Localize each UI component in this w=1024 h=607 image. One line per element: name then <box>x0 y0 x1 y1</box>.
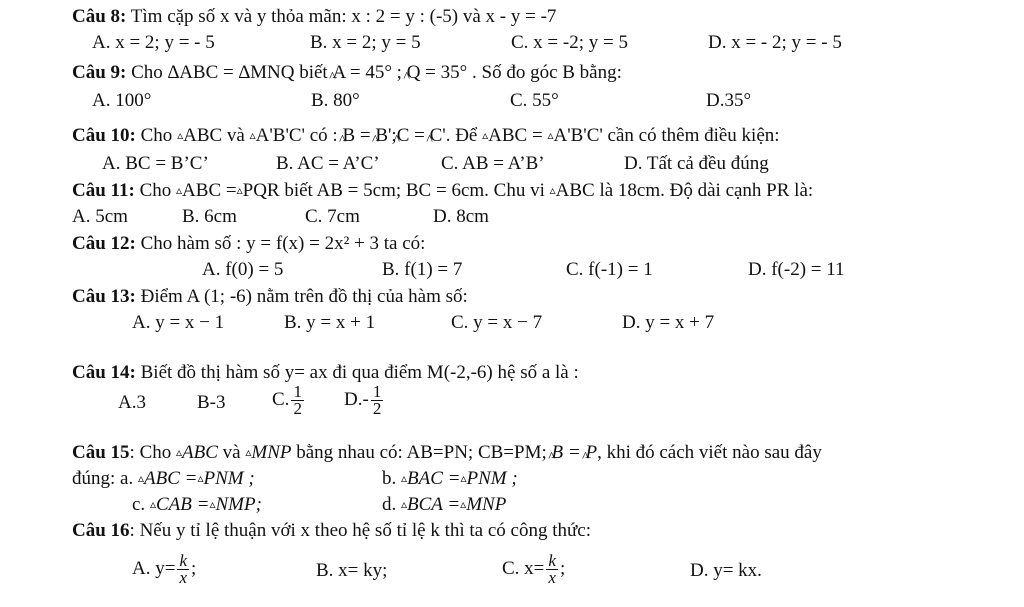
question-15: Câu 15: Cho ▵ABC và ▵MNP bằng nhau có: AB=PN; CB=PM; B = P, khi đó cách viết nào sau đây <box>72 442 822 463</box>
triangle-symbol: ∆ <box>238 62 251 83</box>
q10-option-c: C. AB = A’B’ <box>441 153 545 174</box>
question-8: Câu 8: Tìm cặp số x và y thỏa mãn: x : 2 = y : (-5) và x - y = -7 <box>72 6 557 27</box>
triangle-symbol: ▵ <box>197 471 204 485</box>
q16-option-d: D. y= kx. <box>690 560 762 581</box>
fraction: $\frac{1}{2}$ <box>372 382 382 418</box>
q11-option-a: A. 5cm <box>72 206 128 227</box>
triangle-symbol: ▵ <box>547 128 554 142</box>
fraction: $\frac{k}{x}$ <box>179 551 187 587</box>
q8-option-a: A. x = 2; y = - 5 <box>92 32 215 53</box>
q11-option-c: C. 7cm <box>305 206 360 227</box>
q12-option-d: D. f(-2) = 11 <box>748 259 845 280</box>
q12-option-b: B. f(1) = 7 <box>382 259 463 280</box>
q10-option-b: B. AC = A’C’ <box>276 153 380 174</box>
q9-option-c: C. 55° <box>510 90 559 111</box>
triangle-symbol: ▵ <box>460 497 467 511</box>
q14-option-a: A.3 <box>118 392 146 413</box>
q13-option-c: C. y = x − 7 <box>451 312 543 333</box>
q10-option-a: A. BC = B’C’ <box>102 153 209 174</box>
triangle-symbol: ▵ <box>549 183 556 197</box>
triangle-symbol: ▵ <box>401 497 408 511</box>
fraction: $\frac{k}{x}$ <box>548 551 556 587</box>
fraction: $\frac{1}{2}$ <box>293 382 302 418</box>
triangle-symbol: ▵ <box>177 128 184 142</box>
question-10: Câu 10: Cho ▵ABC và ▵A'B'C' có : B = B';C = C'. Để ▵ABC = ▵A'B'C' cần có thêm điều kiện: <box>72 125 780 146</box>
question-14: Câu 14: Biết đồ thị hàm số y= ax đi qua điểm M(-2,-6) hệ số a là : <box>72 362 579 383</box>
q11-option-b: B. 6cm <box>182 206 237 227</box>
question-16: Câu 16: Nếu y tỉ lệ thuận với x theo hệ số tỉ lệ k thì ta có công thức: <box>72 520 592 541</box>
q8-option-b: B. x = 2; y = 5 <box>310 32 421 53</box>
triangle-symbol: ∆ <box>167 62 180 83</box>
q14-option-b: B-3 <box>197 392 226 413</box>
question-11: Câu 11: Cho ▵ABC =▵PQR biết AB = 5cm; BC = 6cm. Chu vi ▵ABC là 18cm. Độ dài cạnh PR là: <box>72 180 814 201</box>
triangle-symbol: ▵ <box>236 183 243 197</box>
q14-option-c: C. $\frac{1}{2}$ <box>272 382 302 418</box>
q8-option-c: C. x = -2; y = 5 <box>511 32 628 53</box>
q9-option-a: A. 100° <box>92 90 152 111</box>
q8-option-d: D. x = - 2; y = - 5 <box>708 32 842 53</box>
q11-option-d: D. 8cm <box>433 206 489 227</box>
triangle-symbol: ▵ <box>401 471 408 485</box>
q16-option-b: B. x= ky; <box>316 560 388 581</box>
q12-option-c: C. f(-1) = 1 <box>566 259 653 280</box>
q16-option-a: A. y= $\frac{k}{x}$ ; <box>132 551 197 587</box>
triangle-symbol: ▵ <box>149 497 156 511</box>
triangle-symbol: ▵ <box>249 128 256 142</box>
triangle-symbol: ▵ <box>209 497 216 511</box>
q15-option-c: c. ▵CAB =▵NMP; <box>132 494 262 515</box>
q16-option-c: C. x= $\frac{k}{x}$ ; <box>502 551 566 587</box>
triangle-symbol: ▵ <box>460 471 467 485</box>
q13-option-a: A. y = x − 1 <box>132 312 225 333</box>
q9-option-d: D.35° <box>706 90 752 111</box>
q14-option-d: D.- $\frac{1}{2}$ <box>344 382 382 418</box>
q15-option-b: b. ▵BAC =▵PNM ; <box>382 468 518 489</box>
q10-option-d: D. Tất cả đều đúng <box>624 153 769 174</box>
triangle-symbol: ▵ <box>482 128 489 142</box>
question-13: Câu 13: Điểm A (1; -6) nằm trên đồ thị của hàm số: <box>72 286 468 307</box>
question-9: Câu 9: Cho ∆ABC = ∆MNQ biết A = 45° ; Q = 35° . Số đo góc B bằng: <box>72 62 622 83</box>
q15-line-2: đúng: a. ▵ABC =▵PNM ; <box>72 468 255 489</box>
q15-option-d: d. ▵BCA =▵MNP <box>382 494 507 515</box>
question-12: Câu 12: Cho hàm số : y = f(x) = 2x² + 3 ta có: <box>72 233 426 254</box>
q12-option-a: A. f(0) = 5 <box>202 259 284 280</box>
q13-option-b: B. y = x + 1 <box>284 312 376 333</box>
triangle-symbol: ▵ <box>176 183 183 197</box>
triangle-symbol: ▵ <box>245 445 252 459</box>
q13-option-d: D. y = x + 7 <box>622 312 715 333</box>
q9-option-b: B. 80° <box>311 90 360 111</box>
triangle-symbol: ▵ <box>137 471 144 485</box>
triangle-symbol: ▵ <box>176 445 183 459</box>
